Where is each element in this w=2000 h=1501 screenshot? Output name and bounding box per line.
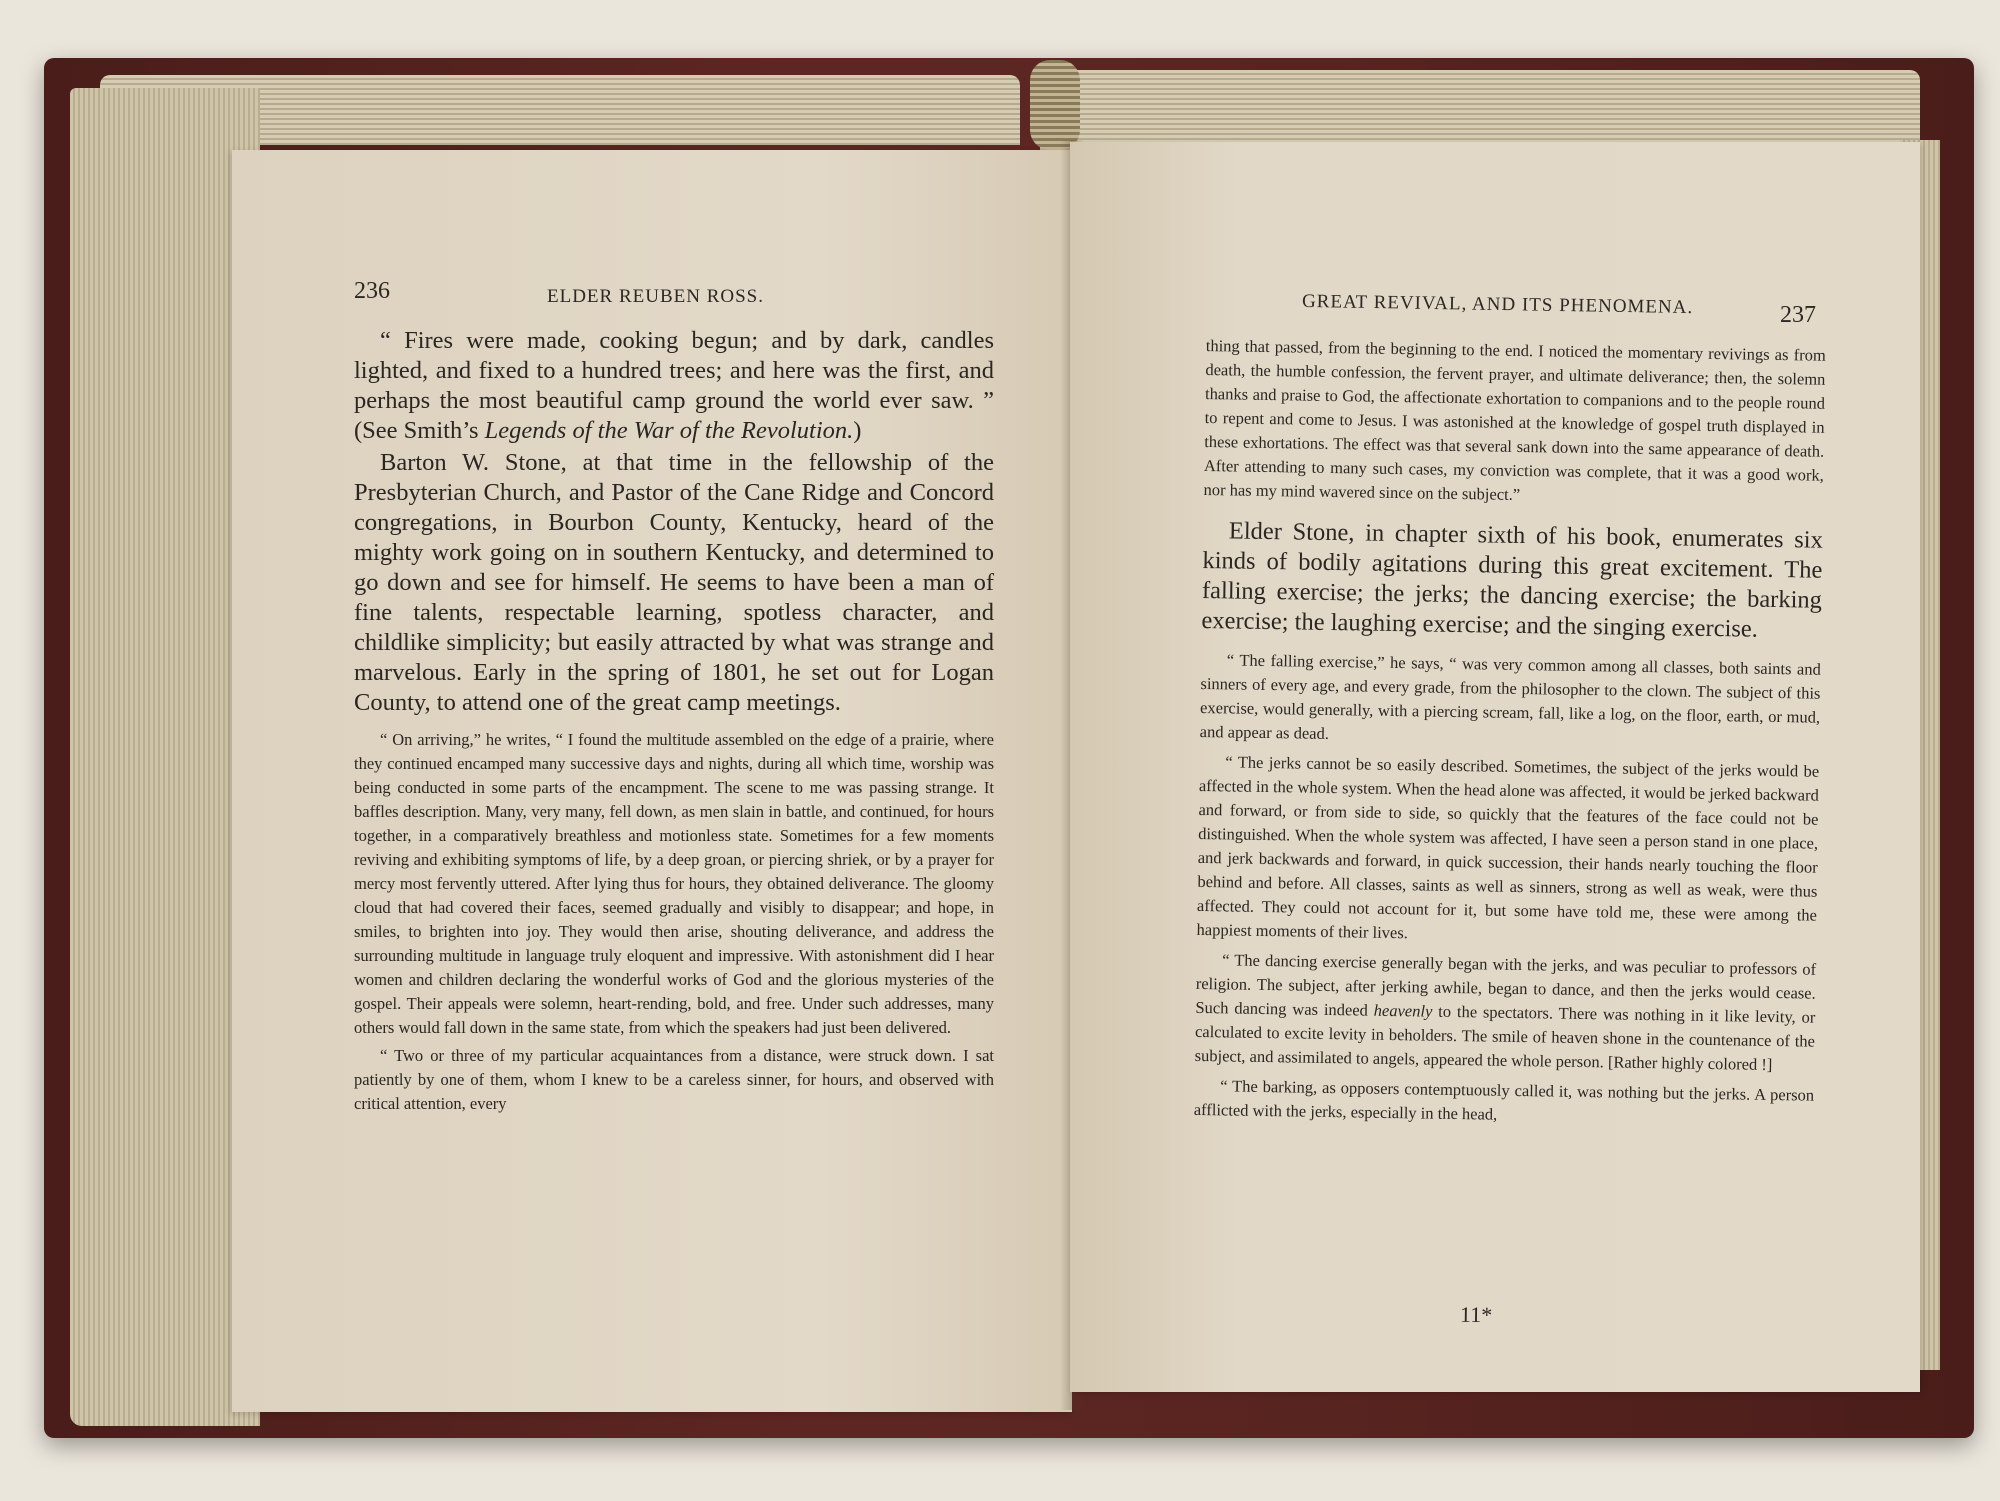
page-number-left: 236 (354, 278, 390, 304)
quote-continued: thing that passed, from the beginning to the end. I noticed the momentary revivings as from death, the humble confession, the fervent prayer, and ultimate deliverance; then, the solemn thanks and praise to God, the affectionate exhortation to companions and to the people round to repent and come to Jesus. I was astonished at the knowledge of gospel truth displayed in these exhortations. The effect was that several sank down into the same appearance of death. After attending to many such cases, my conviction was complete, that it was a good work, nor has my mind wavered since on the subject.” (1203, 335, 1826, 504)
paragraph-six-kinds: Elder Stone, in chapter sixth of his book, enumerates six kinds of bodily agitations during this great excitement. The falling exercise; the jerks; the dancing exercise; the barking exercise; the laughing exercise; and the singing exercise. (1201, 517, 1824, 643)
running-head-right: GREAT REVIVAL, AND ITS PHENOMENA. (1301, 290, 1694, 319)
signature-mark: 11* (1459, 1301, 1493, 1328)
book-title-legends: Legends of the War of the Revolution. (484, 417, 854, 444)
right-page (1070, 142, 1920, 1392)
quote-jerks: “ The jerks cannot be so easily described. Sometimes, the subject of the jerks would be affected in the whole system. When the head alone was affected, it would be jerked backward and forward, or from side to side, so quickly that the features of the face could not be distinguished. When the whole system was affected, I have seen a person stand in one place, and jerk backwards and forward, in quick succession, their hands nearly touching the floor behind and before. All classes, saints as well as sinners, strong as well as weak, were thus affected. They could not account for it, but some have told me, these were among the happiest moments of their lives. (1196, 752, 1820, 943)
page-edges-top-right (1040, 70, 1920, 150)
left-page (232, 150, 1072, 1412)
page-number-right: 237 (1780, 302, 1816, 328)
quote-barking: “ The barking, as opposers contemptuously called it, was nothing but the jerks. A person afflicted with the jerks, especially in the head, (1193, 1076, 1815, 1124)
paragraph-barton-stone: Barton W. Stone, at that time in the fellowship of the Presbyterian Church, and Pastor of the Cane Ridge and Concord congregations, in Bourbon County, Kentucky, heard of the mighty work going on in southern Kentucky, and determined to go down and see for himself. He seems to have been a man of fine talents, respectable learning, spotless character, and childlike simplicity; but easily attracted by what was strange and marvelous. Early in the spring of 1801, he set out for Logan County, to attend one of the great camp meetings. (354, 449, 994, 716)
running-head-left: ELDER REUBEN ROSS. (547, 286, 764, 307)
book-spine (1030, 60, 1080, 150)
right-page-body (1194, 334, 1826, 1132)
paragraph-camp-ground: “ Fires were made, cooking begun; and by dark, candles lighted, and fixed to a hundred trees; and here was the first, and perhaps the most beautiful camp ground the world ever saw. ” (See Smith’s Legends of the War of the Revolution.) (354, 327, 994, 444)
quote-falling-exercise: “ The falling exercise,” he says, “ was very common among all classes, both saints and sinners of every age, and every grade, from the philosopher to the clown. The subject of this exercise, would generally, with a piercing scream, fall, like a log, on the floor, earth, or mud, and appear as dead. (1199, 650, 1821, 743)
quote-on-arriving: “ On arriving,” he writes, “ I found the multitude assembled on the edge of a prairie, where they continued encamped many successive days and nights, during all which time, worship was being conducted in some parts of the encampment. The scene to me was passing strange. It baffles description. Many, very many, fell down, as men slain in battle, and continued, for hours together, in a comparatively breathless and motionless state. Sometimes for a few moments reviving and exhibiting symptoms of life, by a deep groan, or piercing shriek, or by a prayer for mercy most fervently uttered. After lying thus for hours, they obtained deliverance. The gloomy cloud that had covered their faces, seemed gradually and visibly to disappear; and hope, in smiles, to brighten into joy. They would then arise, shouting deliverance, and address the surrounding multitude in language truly eloquent and impressive. With astonishment did I hear women and children declaring the wonderful works of God and the glorious mysteries of the gospel. Their appeals were solemn, heart-rending, bold, and free. Under such addresses, many others would fall down in the same state, from which the speakers had just been delivered. (354, 730, 994, 1037)
quote-acquaintances: “ Two or three of my particular acquaintances from a distance, were struck down. I sat patiently by one of them, whom I knew to be a careless sinner, for hours, and observed with critical attention, every (354, 1046, 994, 1113)
quote-dancing-exercise: “ The dancing exercise generally began with the jerks, and was peculiar to professors of religion. The subject, after jerking awhile, began to dance, and then the jerks would cease. Such dancing was indeed heavenly to the spectators. There was nothing in it like levity, or calculated to excite levity in beholders. The smile of heaven shone in the countenance of the subject, and assimilated to angels, appeared the whole person. [Rather highly colored !] (1194, 950, 1817, 1074)
left-page-body (354, 326, 994, 1116)
word-heavenly: heavenly (1373, 1000, 1433, 1021)
